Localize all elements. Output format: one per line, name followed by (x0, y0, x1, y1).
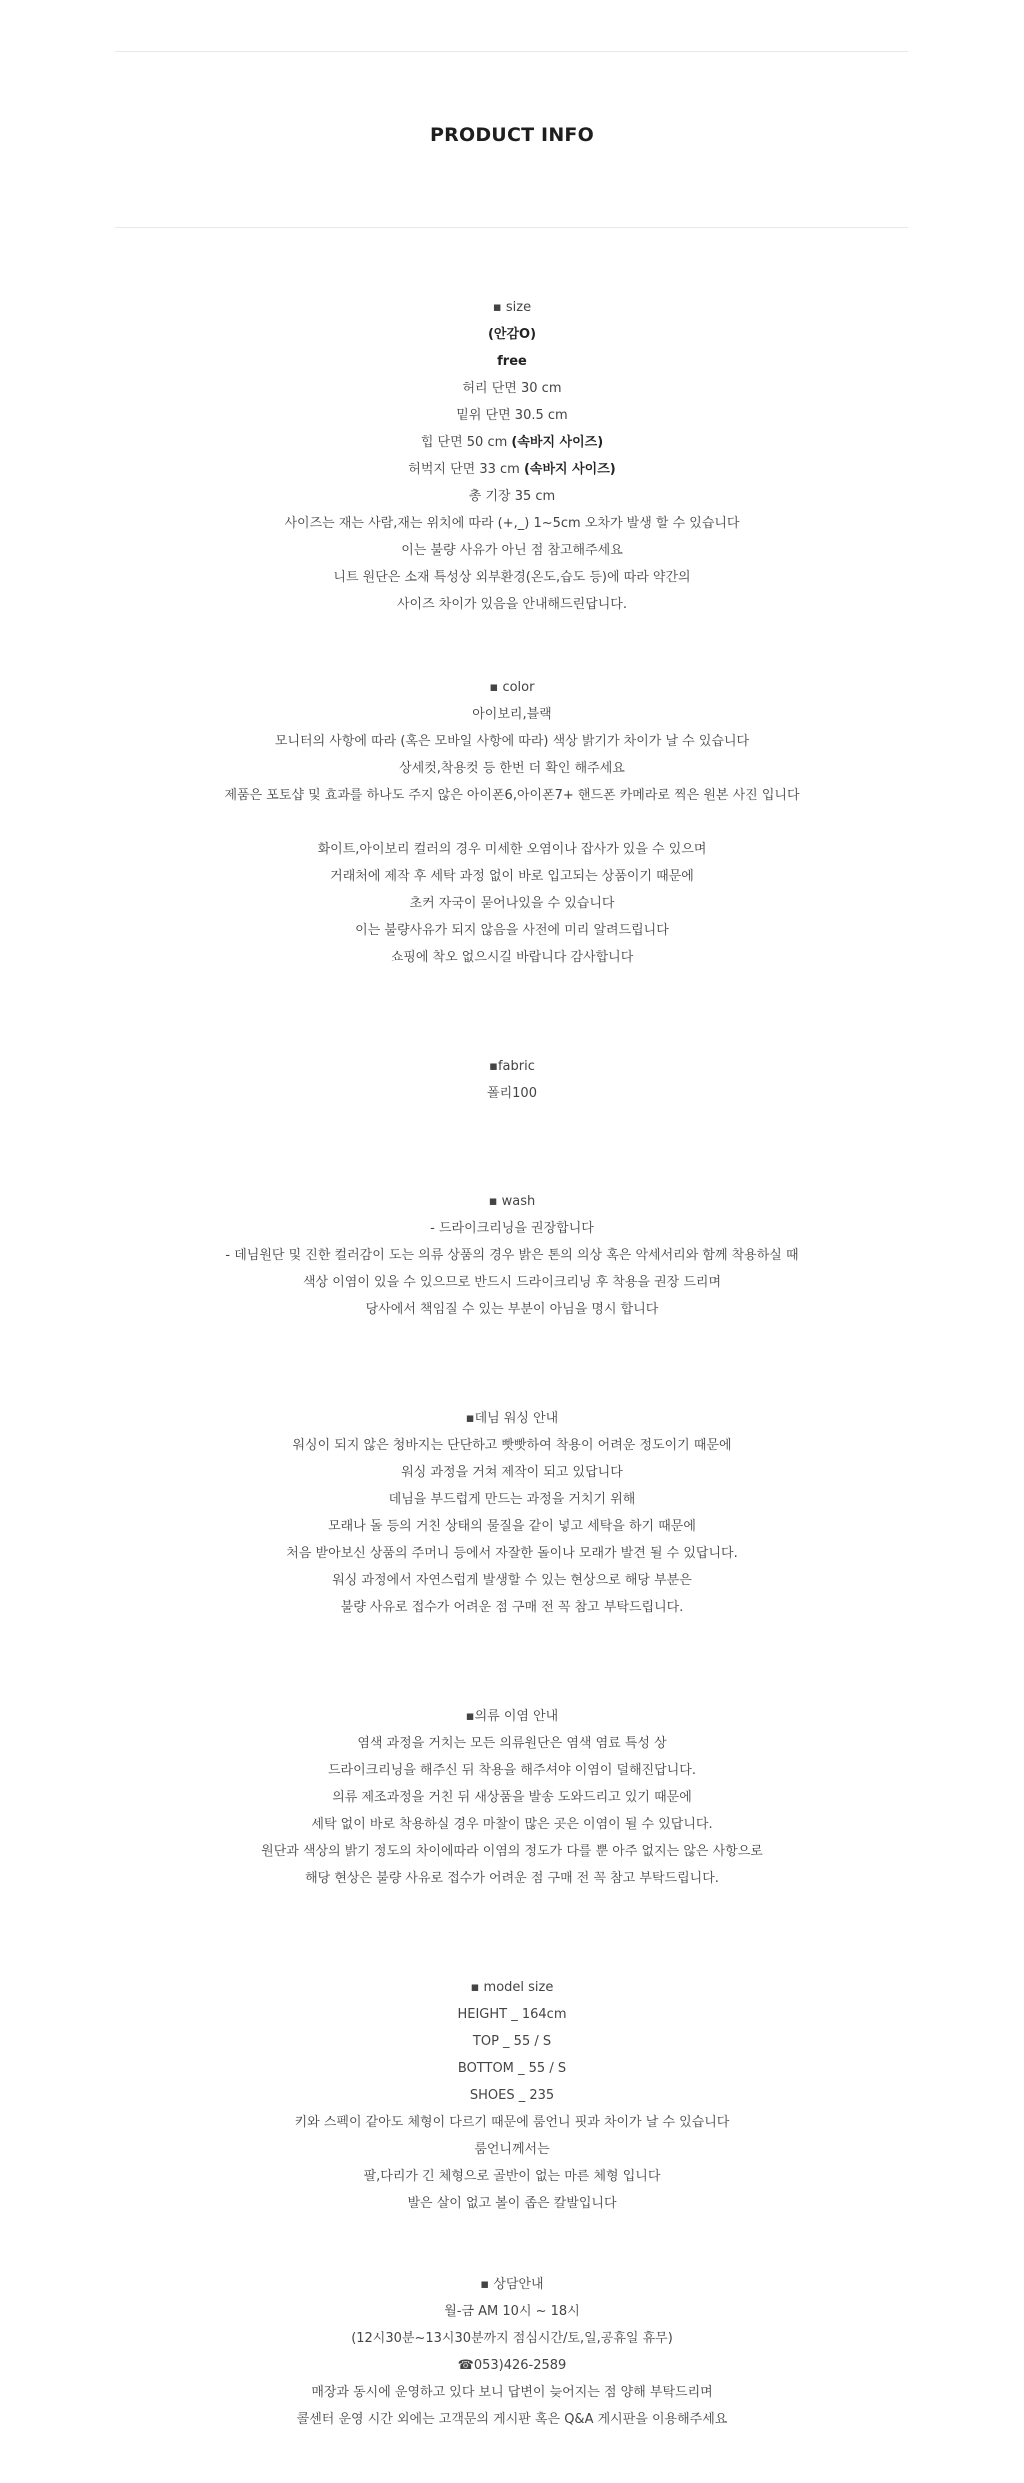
dye-note-2: 드라이크리닝을 해주신 뒤 착용을 해주셔야 이염이 덜해진답니다. (328, 1763, 696, 1778)
color-note-8: 쇼핑에 착오 없으시길 바랍니다 감사합니다 (390, 950, 634, 965)
model-top: TOP _ 55 / S (472, 2034, 552, 2049)
rise-measure: 밑위 단면 30.5 cm (456, 408, 568, 423)
color-note-2: 상세컷,착용컷 등 한번 더 확인 해주세요 (399, 761, 625, 776)
denim-heading: ▪데님 워싱 안내 (465, 1411, 559, 1426)
hip-note: (속바지 사이즈) (511, 435, 604, 450)
denim-note-5: 처음 받아보신 상품의 주머니 등에서 자잘한 돌이나 모래가 발견 될 수 있답니다. (286, 1546, 738, 1561)
wash-note-3: 색상 이염이 있을 수 있으므로 반드시 드라이크리닝 후 착용을 권장 드리며 (302, 1275, 722, 1290)
contact-phone: ☎053)426-2589 (457, 2358, 567, 2373)
wash-note-1: - 드라이크리닝을 권장합니다 (430, 1221, 594, 1236)
denim-note-6: 워싱 과정에서 자연스럽게 발생할 수 있는 현상으로 해당 부분은 (332, 1573, 692, 1588)
color-note-5: 거래처에 제작 후 세탁 과정 없이 바로 입고되는 상품이기 때문에 (330, 869, 694, 884)
model-shoes: SHOES _ 235 (469, 2088, 555, 2103)
wash-note-4: 당사에서 책임질 수 있는 부분이 아님을 명시 합니다 (365, 1302, 659, 1317)
contact-note-2: 콜센터 운영 시간 외에는 고객문의 게시판 혹은 Q&A 게시판을 이용해주세요 (296, 2412, 728, 2427)
dye-note-1: 염색 과정을 거치는 모든 의류원단은 염색 염료 특성 상 (357, 1736, 667, 1751)
fabric-value: 폴리100 (487, 1086, 537, 1101)
dye-note-5: 원단과 색상의 밝기 정도의 차이에따라 이염의 정도가 다를 뿐 아주 없지는 않은 사항으로 (261, 1844, 763, 1859)
color-note-6: 초커 자국이 묻어나있을 수 있습니다 (409, 896, 615, 911)
contact-hours: 월-금 AM 10시 ~ 18시 (444, 2304, 580, 2319)
fabric-heading: ▪fabric (489, 1059, 535, 1074)
size-note-4: 사이즈 차이가 있음을 안내해드린답니다. (396, 597, 627, 612)
length-measure: 총 기장 35 cm (468, 489, 556, 504)
color-section (0, 674, 1024, 971)
top-divider (115, 51, 908, 52)
thigh-note: (속바지 사이즈) (523, 462, 616, 477)
size-note-1: 사이즈는 재는 사람,재는 위치에 따라 (+,_) 1~5cm 오차가 발생 할 수 있습니다 (284, 516, 740, 531)
model-section (0, 1974, 1024, 2217)
title-divider (115, 227, 908, 228)
model-heading: ▪ model size (470, 1980, 554, 1995)
model-note-2: 룸언니께서는 (474, 2142, 550, 2157)
size-note-3: 니트 원단은 소재 특성상 외부환경(온도,습도 등)에 따라 약간의 (333, 570, 691, 585)
size-section (0, 294, 1024, 618)
wash-note-2: - 데님원단 및 진한 컬러감이 도는 의류 상품의 경우 밝은 톤의 의상 혹은 악세서리와 함께 착용하실 때 (225, 1248, 799, 1263)
thigh-text: 허벅지 단면 33 cm (408, 462, 524, 477)
contact-section (0, 2271, 1024, 2433)
dye-heading: ▪의류 이염 안내 (465, 1709, 559, 1724)
color-heading: ▪ color (489, 680, 535, 695)
dye-note-6: 해당 현상은 불량 사유로 접수가 어려운 점 구매 전 꼭 참고 부탁드립니다. (305, 1871, 719, 1886)
color-note-3: 제품은 포토샵 및 효과를 하나도 주지 않은 아이폰6,아이폰7+ 핸드폰 카메라로 찍은 원본 사진 입니다 (224, 788, 800, 803)
free-size: free (497, 354, 527, 369)
model-note-1: 키와 스펙이 같아도 체형이 다르기 때문에 룸언니 핏과 차이가 날 수 있습니다 (294, 2115, 730, 2130)
contact-lunch: (12시30분~13시30분까지 점심시간/토,일,공휴일 휴무) (351, 2331, 673, 2346)
thigh-measure (0, 456, 1024, 483)
color-note-7: 이는 불량사유가 되지 않음을 사전에 미리 알려드립니다 (355, 923, 669, 938)
color-values: 아이보리,블랙 (472, 707, 552, 722)
dye-section (0, 1703, 1024, 1892)
model-note-4: 발은 살이 없고 볼이 좁은 칼발입니다 (407, 2196, 617, 2211)
wash-section (0, 1188, 1024, 1323)
hip-measure (0, 429, 1024, 456)
color-note-4: 화이트,아이보리 컬러의 경우 미세한 오염이나 잡사가 있을 수 있으며 (317, 842, 707, 857)
size-heading: ▪ size (492, 300, 532, 315)
dye-note-3: 의류 제조과정을 거친 뒤 새상품을 발송 도와드리고 있기 때문에 (332, 1790, 692, 1805)
model-height: HEIGHT _ 164cm (457, 2007, 567, 2022)
denim-section (0, 1405, 1024, 1621)
denim-note-7: 불량 사유로 접수가 어려운 점 구매 전 꼭 참고 부탁드립니다. (340, 1600, 684, 1615)
lining-note: (안감O) (487, 327, 537, 342)
contact-note-1: 매장과 동시에 운영하고 있다 보니 답변이 늦어지는 점 양해 부탁드리며 (311, 2385, 713, 2400)
color-note-1: 모니터의 사항에 따라 (혹은 모바일 사항에 따라) 색상 밝기가 차이가 날 수 있습니다 (274, 734, 750, 749)
denim-note-1: 워싱이 되지 않은 청바지는 단단하고 빳빳하여 착용이 어려운 정도이기 때문에 (292, 1438, 732, 1453)
denim-note-2: 워싱 과정을 거쳐 제작이 되고 있답니다 (401, 1465, 623, 1480)
model-note-3: 팔,다리가 긴 체형으로 골반이 없는 마른 체형 입니다 (363, 2169, 661, 2184)
hip-text: 힙 단면 50 cm (420, 435, 512, 450)
waist-measure: 허리 단면 30 cm (462, 381, 562, 396)
page-title: PRODUCT INFO (430, 124, 594, 146)
size-note-2: 이는 불량 사유가 아닌 점 참고해주세요 (401, 543, 623, 558)
denim-note-3: 데님을 부드럽게 만드는 과정을 거치기 위해 (388, 1492, 636, 1507)
dye-note-4: 세탁 없이 바로 착용하실 경우 마찰이 많은 곳은 이염이 될 수 있답니다. (311, 1817, 713, 1832)
wash-heading: ▪ wash (488, 1194, 536, 1209)
denim-note-4: 모래나 돌 등의 거친 상태의 물질을 같이 넣고 세탁을 하기 때문에 (328, 1519, 696, 1534)
model-bottom: BOTTOM _ 55 / S (457, 2061, 567, 2076)
contact-heading: ▪ 상담안내 (480, 2277, 544, 2292)
fabric-section (0, 1053, 1024, 1107)
